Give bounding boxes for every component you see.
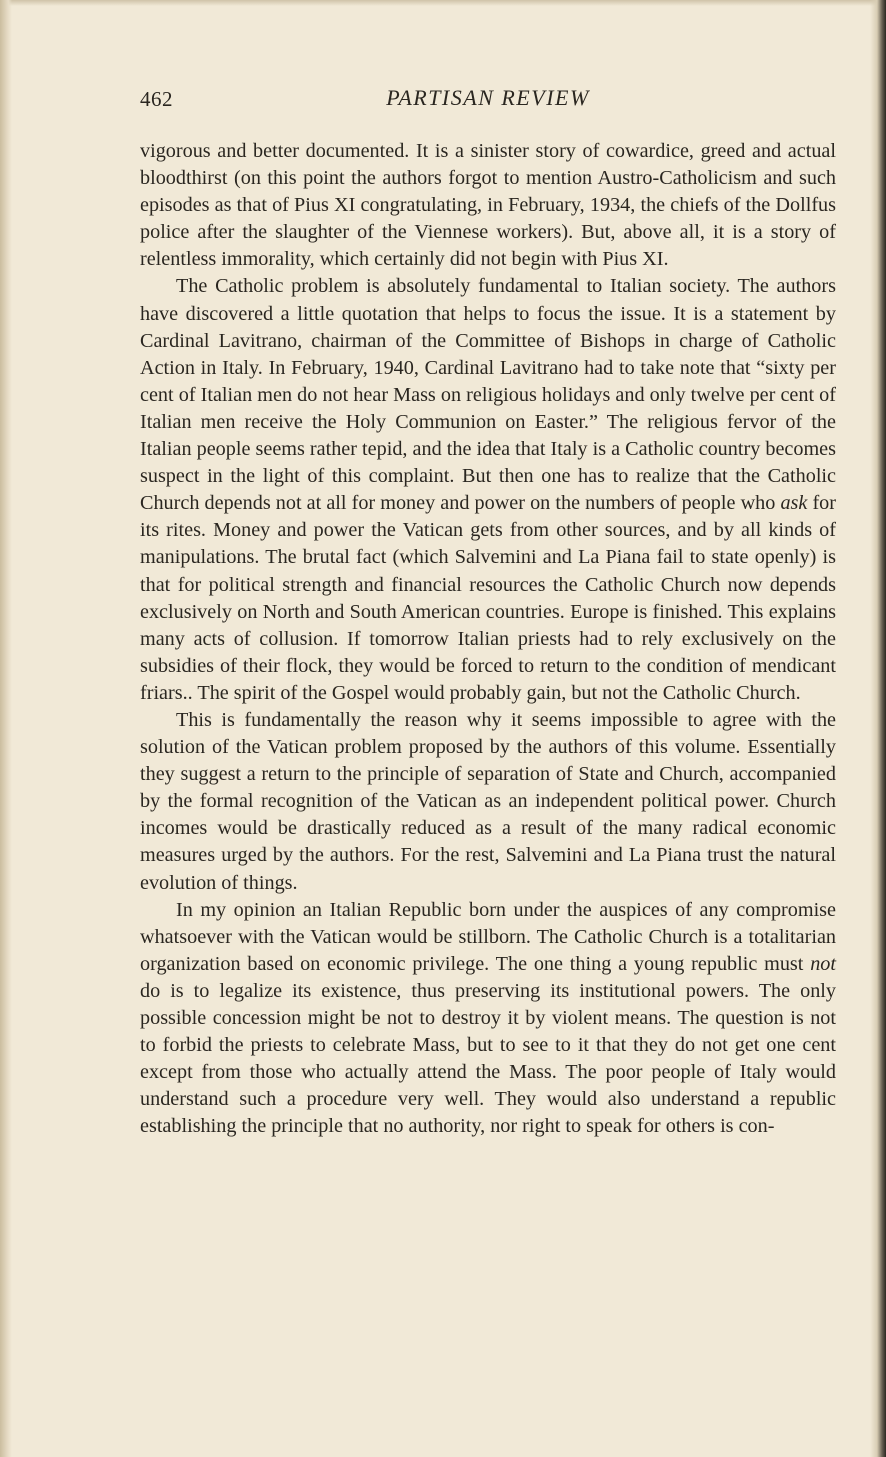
text-run: do is to legalize its existence, thus preserving its institutional powers. The only possible concession might be not to destroy it by violent means. The question is not to forbid the priests to celebrate Mass, but to see to it that they do not get one cent except from those who actually attend the Mass. The poor people of Italy would understand such a procedure very well. They would also understand a republic establishing the principle that no authority, nor right to speak for others is con- [140, 979, 836, 1138]
paragraph-2 [140, 273, 836, 707]
article-body [140, 138, 836, 1140]
paragraph-4 [140, 897, 836, 1141]
text-run: vigorous and better documented. It is a sinister story of cowardice, greed and actual bloodthirst (on this point the authors forgot to mention Austro-Catholicism and such episodes as that of Pius XI congratulating, in February, 1934, the chiefs of the Dollfus police after the slaughter of the Viennese workers). But, above all, it is a story of relentless immorality, which certainly did not begin with Pius XI. [140, 140, 836, 271]
text-run: This is fundamentally the reason why it seems impossible to agree with the solution of the Vatican problem proposed by the authors of this volume. Essentially they suggest a return to the principle of separation of State and Church, accompanied by the formal recognition of the Vatican as an independent political power. Church incomes would be drastically reduced as a result of the many radical economic measures urged by the authors. For the rest, Salvemini and La Piana trust the natural evolution of things. [140, 708, 836, 894]
page-edge-left [0, 0, 12, 1457]
text-run: for its rites. Money and power the Vatican gets from other sources, and by all kinds of manipulations. The brutal fact (which Salvemini and La Piana fail to state openly) is that for political strength and financial resources the Catholic Church now depends exclusively on North and South American countries. Europe is finished. This explains many acts of collusion. If tomorrow Italian priests had to rely exclusively on the subsidies of their flock, they would be forced to return to the condition of mendicant friars.. The spirit of the Gospel would probably gain, but not the Catholic Church. [140, 492, 836, 704]
running-header [140, 83, 836, 123]
paragraph-3 [140, 707, 836, 897]
page-edge-right [870, 0, 886, 1457]
italic-emphasis: ask [780, 492, 808, 515]
page-edge-top [0, 0, 886, 6]
italic-emphasis: not [810, 952, 836, 975]
text-run: In my opinion an Italian Republic born under the auspices of any compromise whatsoever with the Vatican would be stillborn. The Catholic Church is a totalitarian organization based on economic privilege. The one thing a young republic must [140, 898, 836, 975]
journal-title: PARTISAN REVIEW [386, 85, 590, 110]
paragraph-1 [140, 138, 836, 273]
text-run: The Catholic problem is absolutely fundamental to Italian society. The authors have discovered a little quotation that helps to focus the issue. It is a statement by Cardinal Lavitrano, chairman of the Committee of Bishops in charge of Catholic Action in Italy. In February, 1940, Cardinal Lavitrano had to take note that “sixty per cent of Italian men do not hear Mass on religious holidays and only twelve per cent of Italian men receive the Holy Communion on Easter.” The religious fervor of the Italian people seems rather tepid, and the idea that Italy is a Catholic country becomes suspect in the light of this complaint. But then one has to realize that the Catholic Church depends not at all for money and power on the numbers of people who [140, 275, 836, 515]
page-number: 462 [140, 87, 173, 111]
